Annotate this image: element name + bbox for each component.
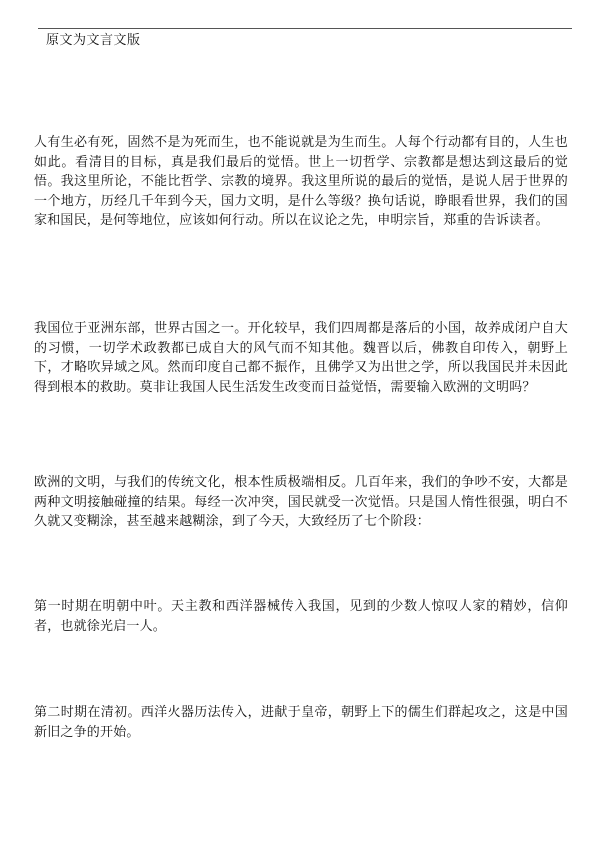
paragraph-2: 我国位于亚洲东部，世界古国之一。开化较早，我们四周都是落后的小国，故养成闭户自大的习惯，一切学术政教都已成自大的风气而不知其他。魏晋以后，佛教自印传入，朝野上下，才略吹异域之风。然而印度自己都不振作，且佛学又为出世之学，所以我国民并未因此得到根本的救助。莫非让我国人民生活发生改变而日益觉悟，需要输入欧洲的文明吗？ — [34, 321, 568, 395]
paragraph-1: 人有生必有死，固然不是为死而生，也不能说就是为生而生。人每个行动都有目的，人生也如此。看清目的目标，真是我们最后的觉悟。世上一切哲学、宗教都是想达到这最后的觉悟。我这里所论，不能比哲学、宗教的境界。我这里所说的最后的觉悟，是说人居于世界的一个地方，历经几千年到今天，国力文明，是什么等级？换句话说，睁眼看世界，我们的国家和国民，是何等地位，应该如何行动。所以在议论之先，申明宗旨，郑重的告诉读者。 — [34, 135, 568, 229]
paragraph-5: 第二时期在清初。西洋火器历法传入，进献于皇帝，朝野上下的儒生们群起攻之，这是中国新旧之争的开始。 — [34, 705, 568, 740]
header-rule — [38, 28, 572, 29]
paragraph-3: 欧洲的文明，与我们的传统文化，根本性质极端相反。几百年来，我们的争吵不安，大都是两种文明接触碰撞的结果。每经一次冲突，国民就受一次觉悟。只是国人惰性很强，明白不久就又变糊涂，甚至越来越糊涂，到了今天，大致经历了七个阶段： — [34, 475, 568, 530]
paragraph-4: 第一时期在明朝中叶。天主教和西洋器械传入我国，见到的少数人惊叹人家的精妙，信仰者，也就徐光启一人。 — [34, 599, 568, 634]
header-label: 原文为文言文版 — [46, 33, 141, 48]
